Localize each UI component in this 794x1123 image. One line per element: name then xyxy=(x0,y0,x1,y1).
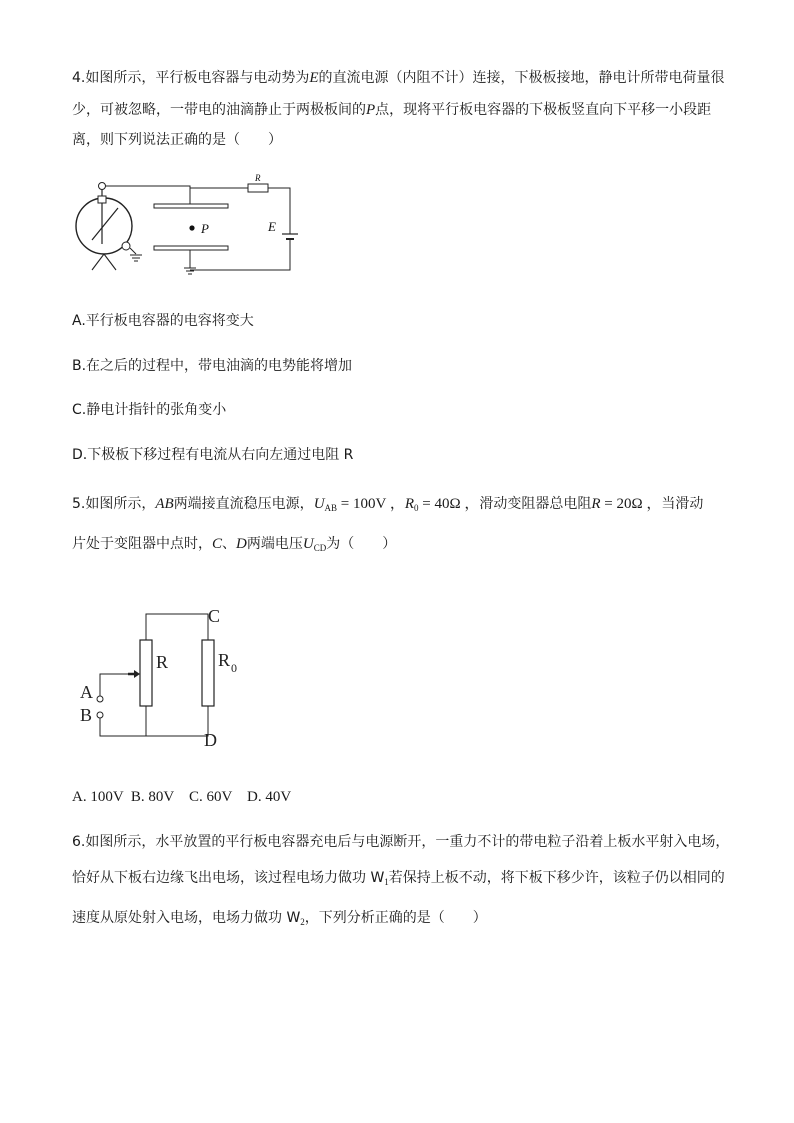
q4-circuit-figure xyxy=(70,173,330,288)
label-r0-sub: 0 xyxy=(231,661,237,675)
oil-droplet-dot xyxy=(189,225,194,230)
q5-text: 为（ ） xyxy=(326,536,397,552)
wire-a-to-slider xyxy=(100,674,136,698)
q5-text: 片处于变阻器中点时， xyxy=(72,536,212,552)
electroscope-case-terminal xyxy=(122,242,130,250)
q6-text: 若保持上板不动，将下板下移少许，该粒子仍以相同的 xyxy=(388,870,725,886)
q5-symbol-r0: R xyxy=(404,496,414,512)
q5-symbol-d: D xyxy=(236,536,247,552)
wire-b xyxy=(100,716,146,736)
q5-symbol-r: R xyxy=(591,496,601,512)
q5-options-text: A. 100V B. 80V C. 60V D. 40V xyxy=(72,789,292,805)
q5-stem-line-2 xyxy=(72,528,732,564)
q4-text: 的直流电源（内阻不计）连接，下极板接地，静电计所带电荷量很 xyxy=(318,70,725,86)
q5-text: 滑动变阻器总电阻 xyxy=(479,496,592,512)
terminal-a xyxy=(97,696,103,702)
top-plate xyxy=(154,204,228,208)
q5-text: 两端接直流稳压电源， xyxy=(173,496,314,512)
rheostat-r xyxy=(140,640,152,706)
q6-text: 速度从原处射入电场，电场力做功 W xyxy=(72,910,301,926)
q5-sub-cd: CD xyxy=(313,543,327,553)
q6-text: 恰好从下板右边缘飞出电场，该过程电场力做功 W xyxy=(72,870,385,886)
q5-text: 两端电压 xyxy=(246,536,303,552)
q5-symbol-ab: AB xyxy=(155,496,174,512)
q5-symbol-ucd: U xyxy=(302,536,314,552)
bottom-plate xyxy=(154,246,228,250)
resistor-r0 xyxy=(202,640,214,706)
label-r: R xyxy=(156,652,169,672)
label-a: A xyxy=(80,682,93,702)
resistor-r xyxy=(248,184,268,192)
q6-sub-2: 2 xyxy=(300,917,305,927)
wire-battery-to-bottom-plate xyxy=(190,239,290,270)
electroscope-knob xyxy=(99,183,106,190)
electroscope-leg-right xyxy=(104,254,116,270)
label-r0: R xyxy=(218,650,231,670)
q6-text: ，下列分析正确的是（ ） xyxy=(304,910,487,926)
terminal-b xyxy=(97,712,103,718)
label-p: P xyxy=(201,221,209,236)
q5-symbol-u: U xyxy=(313,496,325,512)
q6-text: 6.如图所示，水平放置的平行板电容器充电后与电源断开，一重力不计的带电粒子沿着上板水平射入电场， xyxy=(72,834,730,850)
q4-symbol-p: P xyxy=(366,102,376,118)
q4-option-b[interactable] xyxy=(72,350,732,382)
q4-symbol-e: E xyxy=(309,70,319,86)
label-e: E xyxy=(268,219,276,234)
label-r: R xyxy=(255,173,261,183)
q5-value-r: = 20Ω ， xyxy=(600,496,662,512)
electroscope-terminal xyxy=(98,196,106,203)
q5-sub-ab: AB xyxy=(324,503,338,513)
q5-value-u: = 100V ， xyxy=(337,496,405,512)
q5-text: 、 xyxy=(222,536,237,552)
electroscope-leg-left xyxy=(92,254,104,270)
q5-value-r0: = 40Ω ， xyxy=(418,496,480,512)
q4-text: 少，可被忽略，一带电的油滴静止于两极板间的 xyxy=(72,102,366,118)
q4-option-c-text: C.静电计指针的张角变小 xyxy=(72,402,227,418)
q4-stem-line-3 xyxy=(72,124,732,156)
q4-option-a-text: A.平行板电容器的电容将变大 xyxy=(72,313,254,329)
q4-text: 离，则下列说法正确的是（ ） xyxy=(72,132,282,148)
q6-stem-line-2 xyxy=(72,862,732,898)
case-ground-wire xyxy=(130,248,136,254)
q5-stem-line-1 xyxy=(72,488,732,524)
wire-bottom xyxy=(146,706,208,736)
q4-text: 4.如图所示，平行板电容器与电动势为 xyxy=(72,70,310,86)
q4-text: 点，现将平行板电容器的下极板竖直向下平移一小段距 xyxy=(375,102,712,118)
q5-sub-0: 0 xyxy=(414,503,419,513)
q5-circuit-figure xyxy=(76,600,256,750)
label-c: C xyxy=(208,606,221,626)
q4-option-a[interactable] xyxy=(72,305,732,337)
q4-option-c[interactable] xyxy=(72,394,732,426)
label-d: D xyxy=(204,730,217,750)
q6-sub-1: 1 xyxy=(384,877,389,887)
q6-stem-line-1 xyxy=(72,826,732,858)
q5-symbol-c: C xyxy=(212,536,223,552)
wire-top-to-resistor xyxy=(190,188,248,204)
q4-option-d[interactable] xyxy=(72,439,732,471)
electroscope-needle xyxy=(92,208,118,240)
q5-options[interactable] xyxy=(72,781,732,813)
q4-option-b-text: B.在之后的过程中，带电油滴的电势能将增加 xyxy=(72,358,353,374)
q6-stem-line-3 xyxy=(72,902,732,938)
q4-option-d-text: D.下极板下移过程有电流从右向左通过电阻 R xyxy=(72,447,354,463)
wire-top xyxy=(146,614,208,640)
label-b: B xyxy=(80,705,93,725)
q4-stem-line-2 xyxy=(72,94,732,126)
q5-text: 5.如图所示， xyxy=(72,496,156,512)
q4-stem-line-1 xyxy=(72,62,732,94)
q5-text: 当滑动 xyxy=(661,496,704,512)
